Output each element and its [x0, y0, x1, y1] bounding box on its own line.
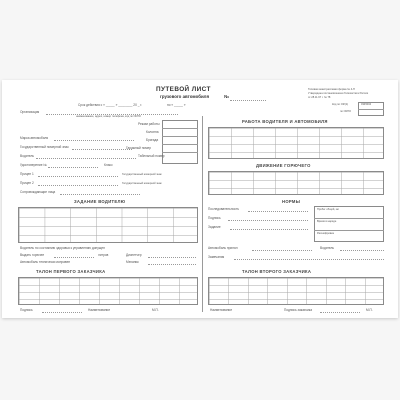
- left-footer-note: Наименование: [88, 308, 111, 312]
- form-subtitle: грузового автомобиля: [160, 94, 210, 99]
- right-footer-note: Наименование: [210, 308, 233, 312]
- dispatcher-label: Диспетчер: [126, 253, 142, 257]
- first-customer-coupon-table: [18, 277, 198, 305]
- remarks-label: Замечания: [208, 255, 225, 259]
- driver-work-heading: РАБОТА ВОДИТЕЛЯ И АВТОМОБИЛЯ: [242, 119, 328, 124]
- driver-work-table: [208, 127, 384, 159]
- vehicle-brand-label: Марка автомобиля: [20, 136, 49, 140]
- right-signature: Подпись заказчика: [284, 308, 312, 312]
- work-mode-label: Режим работы: [138, 122, 160, 126]
- validity-label: Срок действия с « _____ » ________ 20 _ г.: [78, 103, 143, 107]
- trailer-2-label: Прицеп 2: [20, 181, 34, 185]
- number-label: №: [224, 94, 229, 99]
- class-label: Класс: [104, 163, 113, 167]
- second-customer-coupon-heading: ТАЛОН ВТОРОГО ЗАКАЗЧИКА: [242, 269, 312, 274]
- okud-label: Код по ОКУД: [332, 103, 348, 106]
- fuel-movement-table: [208, 171, 384, 195]
- fuel-movement-heading: ДВИЖЕНИЕ ГОРЮЧЕГО: [256, 163, 311, 168]
- approval-line-2: от 28.11.97 г. № 78: [308, 96, 331, 99]
- accepted-driver-label: Водитель: [320, 246, 335, 250]
- driver-task-heading: ЗАДАНИЕ ВОДИТЕЛЮ: [74, 199, 126, 204]
- okud-code: 0345004: [361, 103, 372, 106]
- column-label: Колонна: [146, 130, 159, 134]
- second-customer-coupon-table: [208, 277, 384, 305]
- left-signature: Подпись: [20, 308, 33, 312]
- brigade-label: Бригада: [146, 138, 159, 142]
- tab-number-label: Табельный номер: [138, 154, 165, 158]
- first-customer-coupon-heading: ТАЛОН ПЕРВОГО ЗАКАЗЧИКА: [36, 269, 106, 274]
- okpo-label: по ОКПО: [340, 110, 351, 113]
- garage-number-label: Гаражный номер: [126, 146, 151, 150]
- mechanic-ok: Автомобиль технически исправен: [20, 260, 71, 264]
- organization-label: Организация: [20, 110, 40, 114]
- accompanying-label: Сопровождающие лица: [20, 190, 56, 194]
- summary-decoding: Расшифровка: [317, 232, 334, 235]
- mechanic-label: Механик: [126, 260, 139, 264]
- validity-to: по « _____ »: [167, 103, 186, 107]
- plate-label: Государственный номерной знак: [20, 145, 69, 149]
- form-code: Типовая межотраслевая форма № 4-П: [308, 88, 355, 91]
- organization-hint: наименование, адрес, номер телефона, код по ОКПО: [76, 115, 141, 118]
- center-divider: [202, 116, 203, 312]
- route-label-1: Последовательность: [208, 207, 240, 211]
- reg-plate-1: Государственный номерной знак: [122, 173, 162, 176]
- right-stamp: М.П.: [366, 308, 373, 312]
- license-label: Удостоверение №: [20, 163, 47, 167]
- driver-task-table: [18, 207, 198, 243]
- driver-label: Водитель: [20, 154, 35, 158]
- waybill-form: [2, 80, 398, 318]
- form-title: ПУТЕВОЙ ЛИСТ: [156, 86, 211, 93]
- route-label-3: Задание: [208, 225, 221, 229]
- health-admission: Водитель по состоянию здоровья к управлению допущен: [20, 246, 105, 250]
- fuel-issue-label: Выдать горючее: [20, 253, 45, 257]
- summary-time: Время в наряде: [317, 220, 337, 223]
- accepted-label: Автомобиль принял: [208, 246, 238, 250]
- number-field: [230, 100, 266, 101]
- code-column-box: [162, 120, 198, 164]
- left-stamp: М.П.: [152, 308, 159, 312]
- norms-heading: НОРМЫ: [282, 199, 301, 204]
- code-divider: [358, 109, 384, 110]
- route-label-2: Подпись: [208, 216, 221, 220]
- summary-mileage: Пробег общий, км: [317, 208, 339, 211]
- fuel-litres: литров: [98, 253, 109, 257]
- approval-line-1: Утверждена постановлением Госкомстата России: [308, 92, 369, 95]
- trailer-1-label: Прицеп 1: [20, 172, 34, 176]
- reg-plate-2: Государственный номерной знак: [122, 182, 162, 185]
